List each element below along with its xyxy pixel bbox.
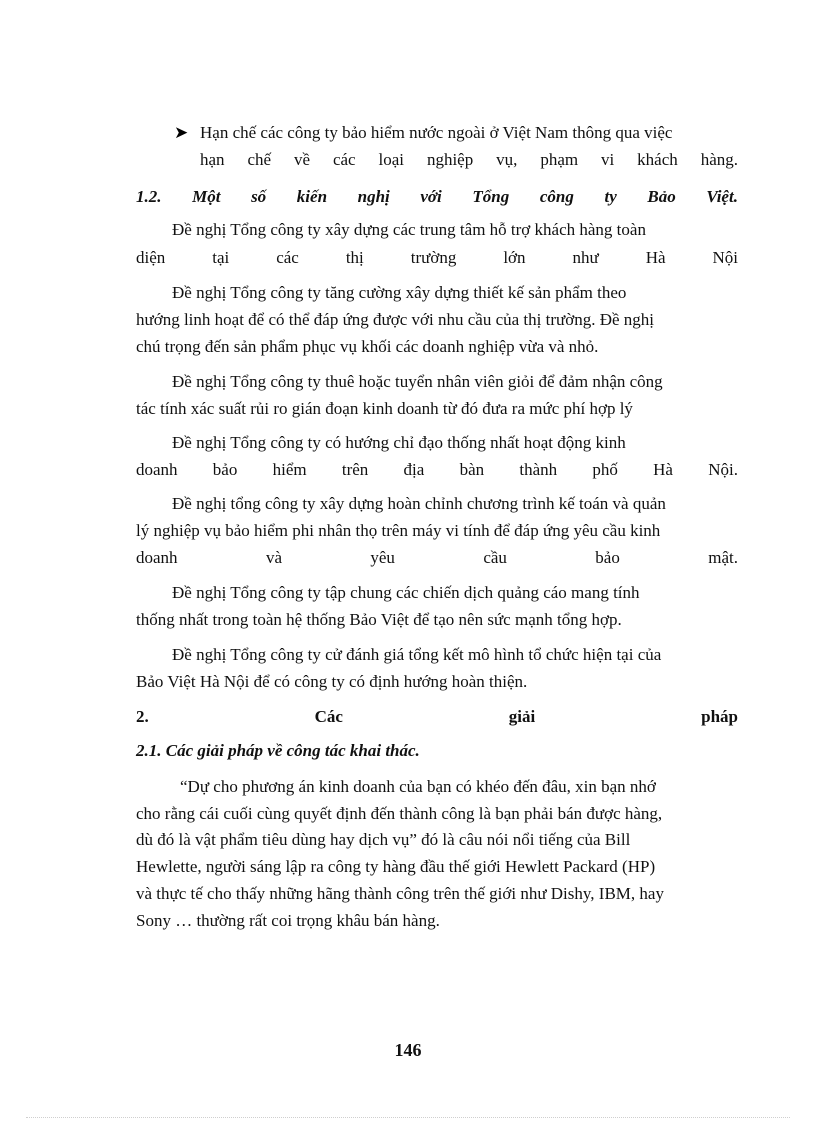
page-number: 146 bbox=[394, 1040, 422, 1060]
bullet-text: Hạn chế các công ty bảo hiểm nước ngoài ở Việt Nam thông qua việc bbox=[200, 123, 673, 142]
justified-word: doanh bbox=[136, 548, 178, 567]
justified-word: phố bbox=[592, 460, 618, 479]
paragraph-3-line-1: Đề nghị Tổng công ty thuê hoặc tuyển nhân viên giỏi để đảm nhận công bbox=[172, 372, 663, 391]
justified-word: trường bbox=[410, 248, 457, 267]
paragraph-1-line-2 bbox=[136, 247, 738, 269]
paragraph-2-line-3: chú trọng đến sản phẩm phục vụ khối các doanh nghiệp vừa và nhỏ. bbox=[136, 337, 599, 356]
justified-word: tại bbox=[212, 248, 230, 267]
justified-word: Nội bbox=[712, 248, 738, 267]
justified-word: Nội. bbox=[708, 460, 738, 479]
justified-word: doanh bbox=[136, 460, 178, 479]
justified-word: vi bbox=[601, 150, 615, 169]
justified-word: nghị bbox=[357, 187, 390, 206]
justified-word: trên bbox=[341, 460, 369, 479]
justified-word: bàn bbox=[459, 460, 485, 479]
justified-word: số bbox=[251, 187, 267, 206]
justified-word: như bbox=[572, 248, 599, 267]
justified-word: loại bbox=[378, 150, 405, 169]
justified-word: bảo bbox=[595, 548, 620, 567]
paragraph-5-line-2: lý nghiệp vụ bảo hiểm phi nhân thọ trên máy vi tính để đáp ứng yêu cầu kinh bbox=[136, 521, 661, 540]
justified-word: lớn bbox=[503, 248, 526, 267]
paragraph-6-line-1: Đề nghị Tổng công ty tập chung các chiến dịch quảng cáo mang tính bbox=[172, 583, 640, 602]
paragraph-4-line-2 bbox=[136, 459, 738, 481]
paragraph-4-line-1: Đề nghị Tổng công ty có hướng chỉ đạo thống nhất hoạt động kinh bbox=[172, 433, 626, 452]
justified-word: hạn bbox=[200, 150, 225, 169]
justified-word: Hà bbox=[653, 460, 673, 479]
justified-word: địa bbox=[403, 460, 425, 479]
justified-word: vụ, bbox=[496, 150, 518, 169]
justified-word: khách bbox=[637, 150, 678, 169]
justified-word: hàng. bbox=[700, 150, 738, 169]
justified-word: ty bbox=[604, 187, 617, 206]
paragraph-7-line-2: Bảo Việt Hà Nội để có công ty có định hướng hoàn thiện. bbox=[136, 672, 528, 691]
justified-word: nghiệp bbox=[426, 150, 474, 169]
justified-word: công bbox=[539, 187, 574, 206]
page-bottom-divider bbox=[26, 1117, 790, 1118]
quote-line-3: dù đó là vật phẩm tiêu dùng hay dịch vụ” đó là câu nói nổi tiếng của Bill bbox=[136, 830, 631, 849]
justified-word: kiến bbox=[296, 187, 328, 206]
arrow-right-icon: ➤ bbox=[174, 123, 189, 142]
bullet-line-1 bbox=[174, 122, 740, 144]
quote-line-6: Sony … thường rất coi trọng khâu bán hàng. bbox=[136, 911, 440, 930]
quote-line-5: và thực tế cho thấy những hãng thành công trên thế giới như Dishy, IBM, hay bbox=[136, 884, 664, 903]
paragraph-2-line-2: hướng linh hoạt để có thể đáp ứng được với nhu cầu của thị trường. Đề nghị bbox=[136, 310, 655, 329]
justified-word: Bảo bbox=[647, 187, 676, 206]
paragraph-2-line-1: Đề nghị Tổng công ty tăng cường xây dựng thiết kế sản phẩm theo bbox=[172, 283, 627, 302]
justified-word: và bbox=[265, 548, 282, 567]
justified-word: phạm bbox=[540, 150, 579, 169]
justified-word: với bbox=[420, 187, 442, 206]
justified-word: cầu bbox=[483, 548, 507, 567]
justified-word: bảo bbox=[212, 460, 238, 479]
justified-word: 2. bbox=[136, 707, 149, 726]
quote-line-2: cho rằng cái cuối cùng quyết định đến thành công là bạn phải bán được hàng, bbox=[136, 804, 663, 823]
justified-word: hiểm bbox=[272, 460, 307, 479]
justified-word: Tổng bbox=[472, 187, 510, 206]
paragraph-5-line-1: Đề nghị tổng công ty xây dựng hoàn chỉnh chương trình kế toán và quản bbox=[172, 494, 666, 513]
justified-word: diện bbox=[136, 248, 166, 267]
quote-line-4: Hewlette, người sáng lập ra công ty hàng đầu thế giới Hewlett Packard (HP) bbox=[136, 857, 656, 876]
justified-word: thành bbox=[519, 460, 558, 479]
heading-2-1: 2.1. Các giải pháp về công tác khai thác. bbox=[136, 741, 420, 760]
justified-word: Các bbox=[314, 707, 343, 726]
paragraph-7-line-1: Đề nghị Tổng công ty cử đánh giá tổng kết mô hình tổ chức hiện tại của bbox=[172, 645, 662, 664]
justified-word: Việt. bbox=[706, 187, 738, 206]
justified-word: chế bbox=[247, 150, 272, 169]
paragraph-5-line-3 bbox=[136, 547, 738, 569]
justified-word: các bbox=[276, 248, 299, 267]
justified-word: các bbox=[332, 150, 356, 169]
paragraph-1-line-1: Đề nghị Tổng công ty xây dựng các trung tâm hỗ trợ khách hàng toàn bbox=[172, 220, 646, 239]
heading-2 bbox=[136, 706, 738, 728]
justified-word: pháp bbox=[701, 707, 738, 726]
justified-word: về bbox=[293, 150, 311, 169]
justified-word: mật. bbox=[708, 548, 738, 567]
justified-word: giải bbox=[508, 707, 536, 726]
justified-word: thị bbox=[345, 248, 364, 267]
justified-word: Hà bbox=[645, 248, 666, 267]
heading-1-2 bbox=[136, 186, 738, 208]
justified-word: 1.2. bbox=[136, 187, 162, 206]
paragraph-3-line-2: tác tính xác suất rủi ro gián đoạn kinh doanh từ đó đưa ra mức phí hợp lý bbox=[136, 399, 633, 418]
justified-word: yêu bbox=[370, 548, 395, 567]
bullet-line-2 bbox=[200, 149, 738, 171]
justified-word: Một bbox=[192, 187, 221, 206]
quote-line-1: “Dự cho phương án kinh doanh của bạn có khéo đến đâu, xin bạn nhớ bbox=[180, 777, 656, 796]
paragraph-6-line-2: thống nhất trong toàn hệ thống Bảo Việt để tạo nên sức mạnh tổng hợp. bbox=[136, 610, 622, 629]
